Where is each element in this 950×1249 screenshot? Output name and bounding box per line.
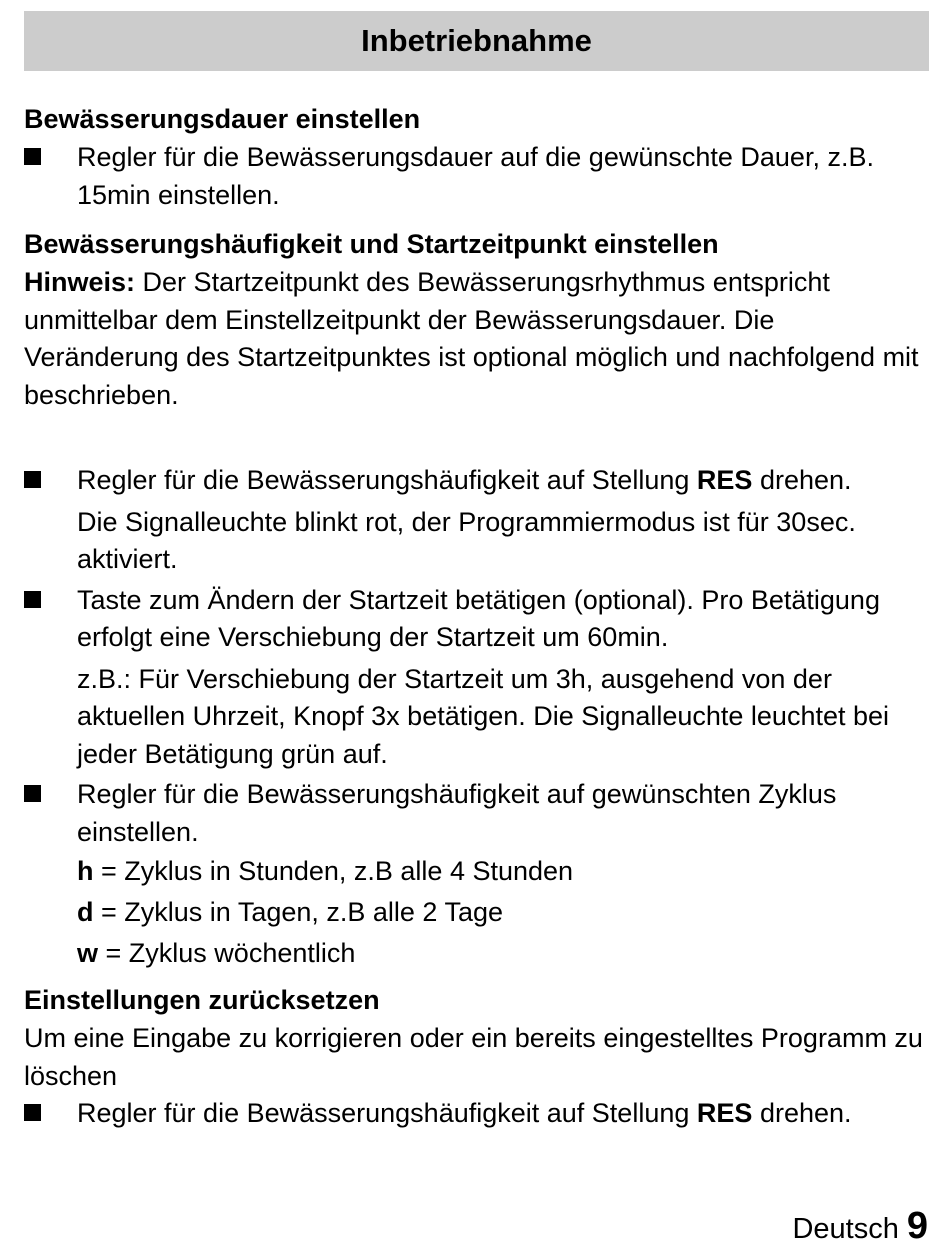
list-item [24,582,929,774]
list-item [24,462,929,579]
list-item-text: Regler für die Bewässerungsdauer auf die gewünschte Dauer, z.B. 15min einstellen. [77,142,874,210]
list-item-text: Taste zum Ändern der Startzeit betätigen (optional). Pro Betätigung erfolgt eine Verschiebung der Startzeit um 60min. [77,584,880,652]
bullet-square-icon [24,471,41,488]
page-title: Inbetriebnahme [361,23,592,58]
section-heading-reset: Einstellungen zurücksetzen [24,985,380,1015]
res-label: RES [696,465,753,495]
page [24,11,929,1133]
bullet-square-icon [24,1104,41,1121]
list-item [24,1095,929,1133]
section-heading-frequency: Bewässerungshäufigkeit und Startzeitpunkt einstellen [24,229,719,259]
list-item [24,139,929,214]
list-item [24,776,929,851]
note-paragraph [24,264,929,414]
section-heading-duration: Bewässerungsdauer einstellen [24,104,421,134]
page-number: 9 [906,1205,928,1247]
list-item-detail: Die Signalleuchte blinkt rot, der Programmiermodus ist für 30sec. aktiviert. [77,506,856,574]
list-item-detail: z.B.: Für Verschiebung der Startzeit um 3h, ausgehend von der aktuellen Uhrzeit, Knopf 3x betätigen. Die Signalleuchte leuchtet bei jeder Betätigung grün auf. [77,663,890,769]
list-item-text: Regler für die Bewässerungshäufigkeit auf Stellung RES drehen. [77,465,852,495]
reset-paragraph: Um eine Eingabe zu korrigieren oder ein bereits eingestelltes Programm zu löschen [24,1023,923,1091]
list-item-text: Regler für die Bewässerungshäufigkeit auf gewünschten Zyklus einstellen. [77,779,837,847]
cycle-line-weekly: w = Zyklus wöchentlich [77,938,356,968]
note-label: Hinweis: [24,267,136,297]
page-title-bar [24,11,929,71]
bullet-square-icon [24,785,41,802]
cycle-line-days: d = Zyklus in Tagen, z.B alle 2 Tage [77,897,504,927]
res-label: RES [696,1098,753,1128]
list-item-text: Regler für die Bewässerungshäufigkeit auf Stellung RES drehen. [77,1098,852,1128]
bullet-square-icon [24,148,41,165]
page-footer [792,1206,928,1249]
cycle-line-hours: h = Zyklus in Stunden, z.B alle 4 Stunden [77,856,574,886]
footer-language: Deutsch [792,1213,899,1245]
bullet-square-icon [24,591,41,608]
note-text: Der Startzeitpunkt des Bewässerungsrhythmus entspricht unmittelbar dem Einstellzeitpunkt der Bewässerungsdauer. Die Veränderung des Startzeitpunktes ist optional möglich und nachfolgend mit beschrieben. [24,267,919,410]
